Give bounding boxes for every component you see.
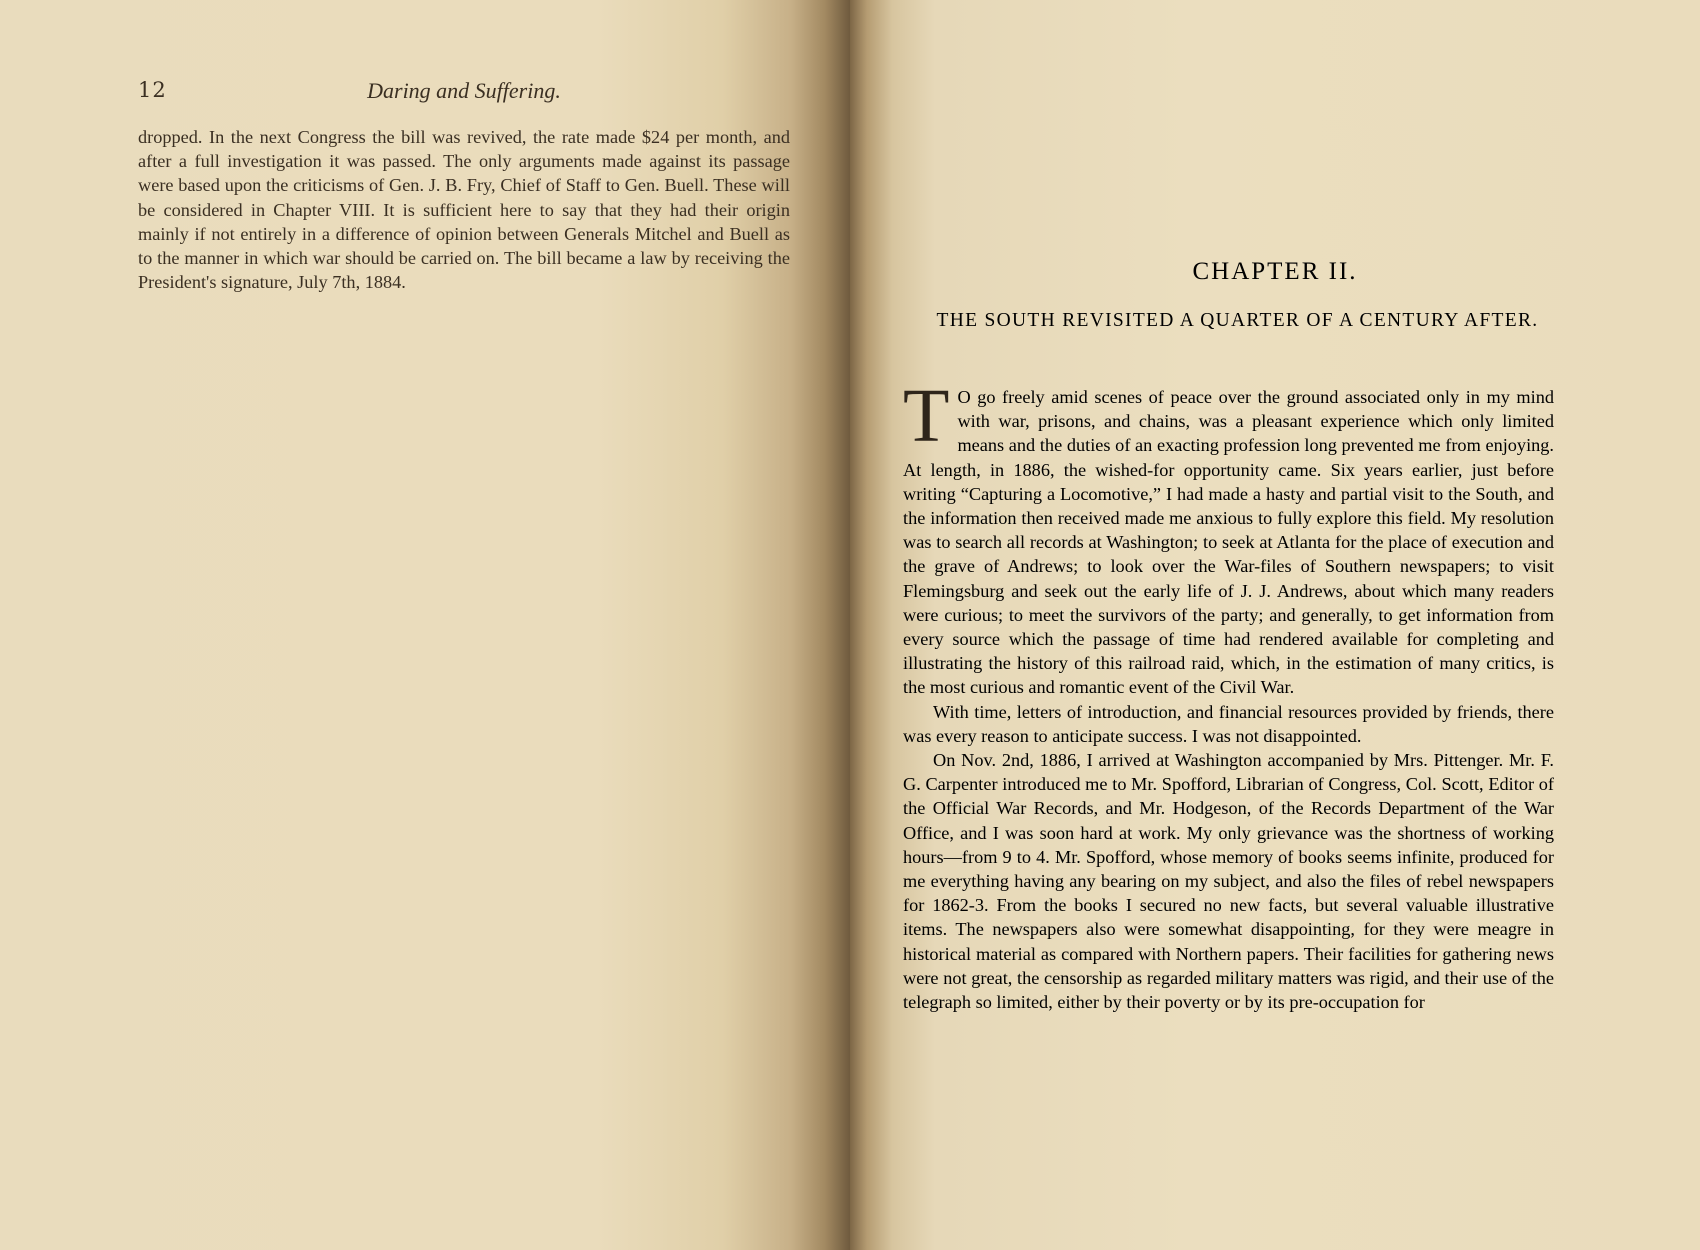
opening-paragraph-text: O go freely amid scenes of peace over the ground associated only in my mind with war, prisons, and chains, was a pleasant experience which only limited means and the duties of an exacting profession long prevented me from enjoying. At length, in 1886, the wished-for opportunity came. Six years earlier, just before writing “Capturing a Locomotive,” I had made a hasty and partial visit to the South, and the information then received made me anxious to fully explore this field. My resolution was to search all records at Washington; to seek at Atlanta for the place of execution and the grave of Andrews; to look over the War-files of Southern newspapers; to visit Flemingsburg and seek out the early life of J. J. Andrews, about which many readers were curious; to meet the survivors of the party; and generally, to get information from every source which the passage of time had rendered available for completing and illustrating the history of this railroad raid, which, in the estimation of many critics, is the most curious and romantic event of the Civil War.: [903, 387, 1554, 698]
running-title: Daring and Suffering.: [367, 78, 561, 103]
drop-cap: T: [903, 374, 950, 458]
right-body-text: [903, 374, 1554, 1014]
paragraph: On Nov. 2nd, 1886, I arrived at Washington accompanied by Mrs. Pittenger. Mr. F. G. Carpenter introduced me to Mr. Spofford, Librarian of Congress, Col. Scott, Editor of the Official War Records, and Mr. Hodgeson, of the Records Department of the War Office, and I was soon hard at work. My only grievance was the shortness of working hours—from 9 to 4. Mr. Spofford, whose memory of books seems infinite, produced for me everything having any bearing on my subject, and also the files of rebel newspapers for 1862-3. From the books I secured no new facts, but several valuable illustrative items. The newspapers also were somewhat disappointing, for they were meagre in historical material as compared with Northern papers. Their facilities for gathering news were not great, the censorship as regarded military matters was rigid, and their use of the telegraph so limited, either by their poverty or by its pre-occupation for: [903, 750, 1554, 1013]
chapter-title: THE SOUTH REVISITED A QUARTER OF A CENTURY AFTER.: [936, 310, 1539, 331]
paragraph: With time, letters of introduction, and financial resources provided by friends, there was every reason to anticipate success. I was not disappointed.: [903, 701, 1554, 746]
opening-paragraph: [903, 374, 1554, 700]
left-body-text: [138, 125, 790, 294]
chapter-label: CHAPTER II.: [1192, 258, 1358, 285]
page-number: 12: [138, 78, 167, 102]
paragraph: dropped. In the next Congress the bill was revived, the rate made $24 per month, and after a full investigation it was passed. The only arguments made against its passage were based upon the criticisms of Gen. J. B. Fry, Chief of Staff to Gen. Buell. These will be considered in Chapter VIII. It is sufficient here to say that they had their origin mainly if not entirely in a difference of opinion between Generals Mitchel and Buell as to the manner in which war should be carried on. The bill became a law by receiving the President's signature, July 7th, 1884.: [138, 127, 790, 293]
running-head: [138, 78, 790, 106]
